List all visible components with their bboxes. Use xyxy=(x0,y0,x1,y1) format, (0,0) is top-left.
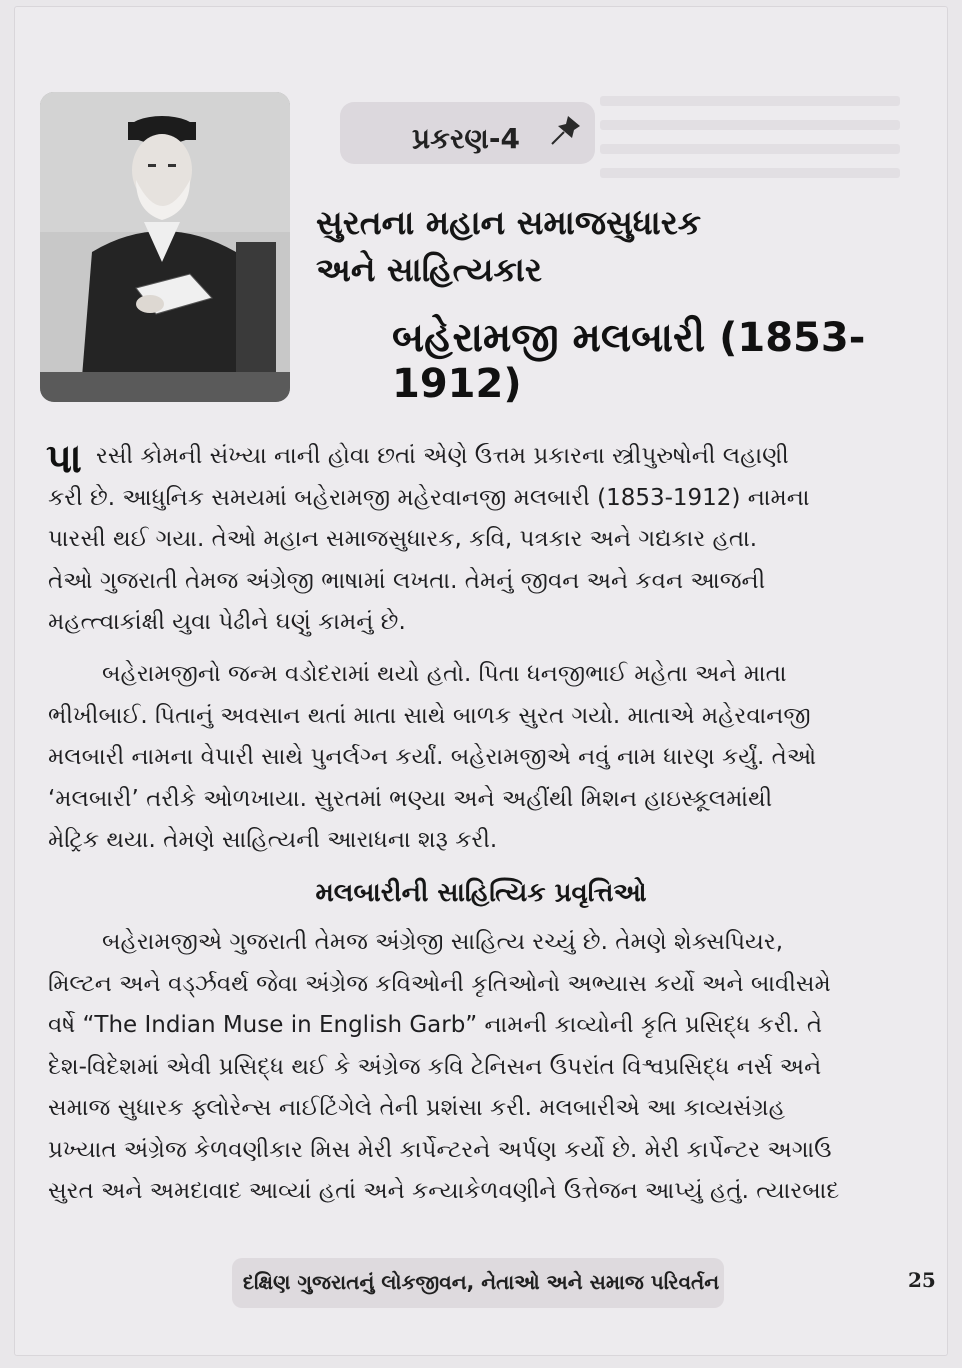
drop-cap: પા xyxy=(46,436,82,482)
text-line: મિલ્ટન અને વર્ડ્ઝવર્થ જેવા અંગ્રેજ કવિઓની કૃતિઓનો અભ્યાસ કર્યો અને બાવીસમે xyxy=(48,970,831,997)
text-line: દેશ-વિદેશમાં એવી પ્રસિદ્ધ થઈ કે અંગ્રેજ કવિ ટેનિસન ઉપરાંત વિશ્વપ્રસિદ્ધ નર્સ અને xyxy=(48,1053,822,1080)
title-line-2: અને સાહિત્યકાર xyxy=(316,250,542,289)
section-heading: મલબારીની સાહિત્યિક પ્રવૃત્તિઓ xyxy=(315,878,647,908)
title-name: બહેરામજી મલબારી (1853-1912) xyxy=(392,315,866,407)
literary-paragraph xyxy=(48,922,908,1213)
text-line: રસી કોમની સંખ્યા નાની હોવા છતાં એણે ઉત્તમ પ્રકારના સ્ત્રીપુરુષોની લહાણી xyxy=(96,443,789,469)
text-line: ભીખીબાઈ. પિતાનું અવસાન થતાં માતા સાથે બાળક સુરત ગયો. માતાએ મહેરવાનજી xyxy=(48,702,811,729)
text-line: મહત્ત્વાકાંક્ષી યુવા પેઢીને ઘણું કામનું છે. xyxy=(48,609,406,635)
text-line: સમાજ સુધારક ફ્લોરેન્સ નાઈટિંગેલે તેની પ્રશંસા કરી. મલબારીએ આ કાવ્યસંગ્રહ xyxy=(48,1095,785,1121)
portrait-illustration xyxy=(40,92,290,402)
portrait-photo xyxy=(40,92,290,402)
text-line: વર્ષે “The Indian Muse in English Garb” નામની કાવ્યોની કૃતિ પ્રસિદ્ધ કરી. તે xyxy=(48,1012,823,1038)
bleed-through-lines xyxy=(600,96,900,192)
footer-book-title: દક્ષિણ ગુજરાતનું લોકજીવન, નેતાઓ અને સમાજ પરિવર્તન xyxy=(242,1270,720,1294)
page-number: 25 xyxy=(908,1268,936,1292)
pin-icon xyxy=(548,112,584,148)
text-line: બહેરામજીએ ગુજરાતી તેમજ અંગ્રેજી સાહિત્ય રચ્યું છે. તેમણે શેક્સપિયર, xyxy=(102,929,784,955)
intro-paragraph xyxy=(48,436,908,644)
text-line: પ્રખ્યાત અંગ્રેજ કેળવણીકાર મિસ મેરી કાર્પેન્ટરને અર્પણ કર્યો છે. મેરી કાર્પેન્ટર અગાઉ xyxy=(48,1136,832,1163)
text-line: બહેરામજીનો જન્મ વડોદરામાં થયો હતો. પિતા ધનજીભાઈ મહેતા અને માતા xyxy=(102,661,787,687)
text-line: કરી છે. આધુનિક સમયમાં બહેરામજી મહેરવાનજી મલબારી (1853-1912) નામના xyxy=(48,484,810,511)
text-line: મેટ્રિક થયા. તેમણે સાહિત્યની આરાધના શરૂ કરી. xyxy=(48,827,498,853)
text-line: ‘મલબારી’ તરીકે ઓળખાયા. સુરતમાં ભણ્યા અને અહીંથી મિશન હાઇસ્કૂલમાંથી xyxy=(48,785,773,812)
title-line-1: સુરતના મહાન સમાજસુધારક xyxy=(316,203,702,242)
birth-paragraph xyxy=(48,654,908,862)
chapter-label: પ્રકરણ-4 xyxy=(412,122,520,155)
text-line: મલબારી નામના વેપારી સાથે પુનર્લગ્ન કર્યાં. બહેરામજીએ નવું નામ ધારણ કર્યું. તેઓ xyxy=(48,744,817,770)
text-line: સુરત અને અમદાવાદ આવ્યાં હતાં અને કન્યાકેળવણીને ઉત્તેજન આપ્યું હતું. ત્યારબાદ xyxy=(48,1178,840,1204)
text-line: પારસી થઈ ગયા. તેઓ મહાન સમાજસુધારક, કવિ, પત્રકાર અને ગદ્યકાર હતા. xyxy=(48,526,758,552)
text-line: તેઓ ગુજરાતી તેમજ અંગ્રેજી ભાષામાં લખતા. તેમનું જીવન અને કવન આજની xyxy=(48,567,766,594)
